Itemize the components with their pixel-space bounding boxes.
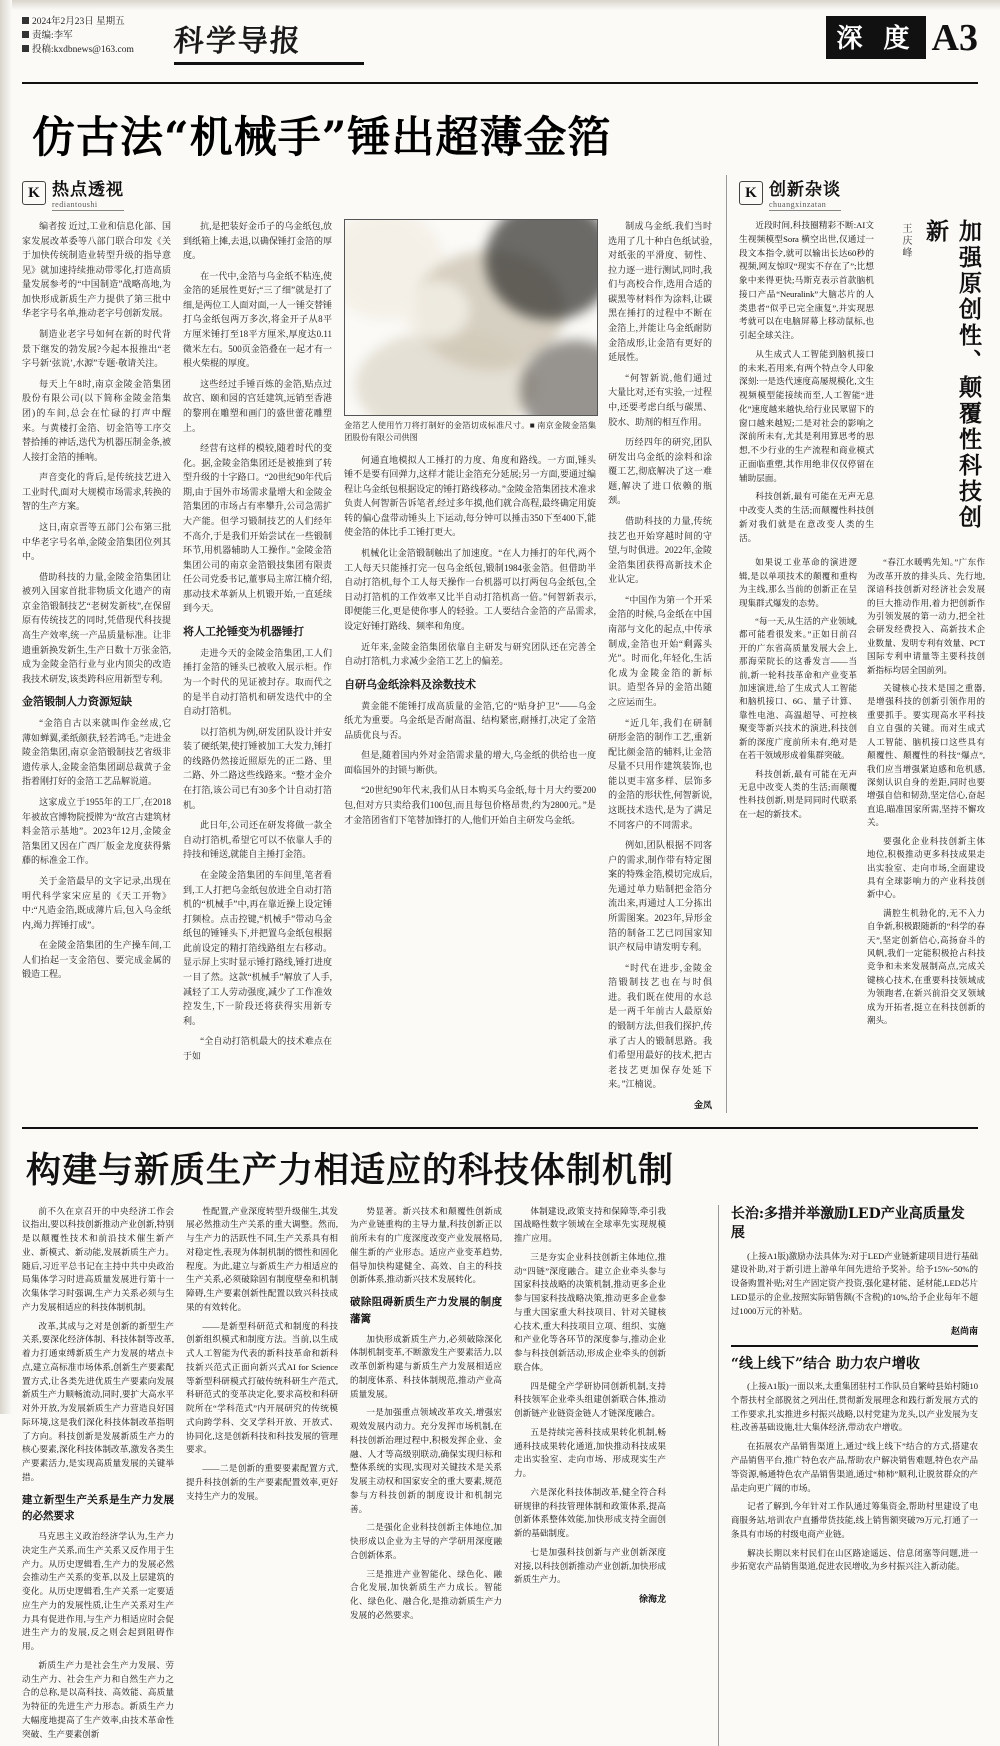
paragraph: “何智新说,他们通过大量比对,还有实验,一过程中,还要考虑白纸与碳黑、胶水、助剂的相互作用。 [608,372,712,427]
section-header [826,14,978,59]
paragraph: 何通直地模拟人工捶打的力度、角度和路线。一方面,锤头锤不是要有回弹力,这样才能让金箔充分延展;另一方面,要通过编程让乌金纸包根据设定的锤打路线移动。”金陵金箔集团技术准求负责人何智新告诉笔者,经过多年摸,他们就合高程,最终确定用旋转的偏心盘带动锤头上下运动,每分钟可以捶击350下至400下,能使金箔的体比手工锤打更大。 [344,454,597,538]
article1-col-1 [22,219,171,1113]
paragraph: 科技创新,最有可能在无声无息中改变人类的生活;而颠覆性科技创新,则是同同时代联系在一起的新技术。 [739,768,857,819]
paragraph: 要强化企业科技创新主体地位,积极推动更多科技成果走出实验室、走向市场,全面建设具有全球影响力的产业科技创新中心。 [867,835,985,900]
paragraph: 这些经过手锤百炼的金箔,贴点过故宫、颐和园的宫廷建筑,远销至香港的黎刑在雕塑和画门的盛世蕾花雕塑上。 [183,378,333,433]
masthead [22,14,978,84]
section-label: 深 度 [826,16,925,59]
article2-headline: 构建与新质生产力相适应的科技体制机制 [26,1149,675,1191]
gold-foil-photo [344,219,598,416]
article1-subhead-3: 自研乌金纸涂料及涂数技术 [344,677,477,691]
article2-subhead-2: 破除阻碍新质生产力发展的制度藩篱 [350,1296,502,1325]
paper-name: 科学导报 [172,24,303,59]
article2-subhead-1: 建立新型生产关系是生产力发展的必然要求 [22,1493,174,1523]
paragraph: 近段时间,科技圈精彩不断:AI文生视频模型Sora 横空出世,仅通过一段文本指令,就可以输出长达60秒的视频,网友惊叹“现实不存在了”;比想象中来得更快;马斯克表示首款脑机接口产品“Neuralink”大脑芯片的人类患者“似乎已完全康复”,并实现思考就可以在电脑屏幕上移动鼠标,也引起全球关注。 [739,220,874,340]
paragraph: 在拓展农产品销售渠道上,通过“线上线下”结合的方式,搭建农产品销售平台,推广特色农产品,帮助农户解决销售难题,特色农产品等资源,畅通特色农产品销售渠道,通过“柿柿”顺利,让脱贫群众的产品走向更广阔的市场。 [730,1441,978,1493]
article1-byline: 金凤 [693,1099,712,1110]
news-divider [731,1345,978,1347]
bottom-content [22,1205,978,1746]
paragraph: 从生成式人工智能到脑机接口的未来,若用来,有两个特点令人印象深刻:一是迭代速度高屡规模化,文生视频模型能接续而至,人工智能“进化”速度越来越快,给行业民眾留下的窗口越来越短;二是对社会的影响之深前所未有,尤其是利用算思考的思想,不少行业的生产流程和商业模式正面临重塑,其作用绝非仅仅停留在辅助层面。 [739,348,874,483]
paragraph: 在金陵金箔集团的车间里,笔者看到,工人打把乌金纸包放进全自动打箔机的“机械手”中,再在靠近操上设定锤打频检。点击控键,“机械手”带动乌金纸包的锤锤头下,并把置乌金纸包根据此前设定的精打箔线路组左右移动。显示屏上实时显示锤打路线,锤打进度一目了然。这款“机械手”解放了人手,减轻了工人劳动强度,减少了工作准效控发生,下一阶段还将获得实用新专利。 [183,869,333,1026]
k-logo-icon: K [22,181,46,205]
paragraph: 性配置,产业深度转型升级催生,其发展必然推动生产关系的重大调整。然而,与生产力的活跃性不同,生产关系具有相对稳定性,表现为体制机制的惯性和固化程度。为此,建立与新质生产力相适应的生产关系,必须破除固有制度壁垒和机制障碍,生产要素创新性配置以致兴科技成果的有效转化。 [186,1205,338,1312]
commentary-body-bottom [739,556,985,1032]
article1-col-2 [183,219,332,1113]
commentary-author: 王庆峰 [900,223,911,259]
paragraph: 四是健全产学研协同创新机制,支持科技领军企业牵头组建创新联合体,推动创新链产业链资金链人才链深度融合。 [514,1380,666,1419]
paragraph: 机械化让金箔锻制触出了加速度。“在人力捶打的年代,两个工人每天只能捶打完一包乌金纸包,锻制1984张金箔。但借助半自动打箔机,每个工人每天操作一台机器可以打两包乌金纸包,全日动打箔机的工作效率又比半自动打箔机高一倍。”何智新表示,即便能三化,更是使你事人的轻验。工人要结合金箔的产品需求,设定好锤打路线、频率和角度。 [344,548,597,631]
article1-lead: 编者按 近过,工业和信息化部、国家发展改革委等八部门联合印发《关于加快传统制造业转型升级的指导意见》就加速持续推动带零化,打造高质量发展参考的“中国制造”战略高地,为加快形成新质生产力提供了第三批中华老字号名单,推动老字号创新发展。 [22,221,172,319]
paragraph: “近几年,我们在研制研形金箔的制作工艺,重新配比颜金箔的辅料,让金箔尽量不只用作建筑装饰,也能以更丰富多样、层饰多的金箔的形状性,何智新说,这既技术迭代,是为了满足不同客户的不同需求。 [608,717,712,830]
article1-subhead-1: 金箔锻制人力资源短缺 [22,695,132,709]
paragraph: 在金陵金箔集团的生产操车间,工人们抬起一支金箔包、要完成金属的锻造工程。 [22,940,172,980]
logo-underline [174,62,364,65]
paragraph: 这日,南京晋等五部门公布第三批中华老字号名单,金陵金箔集团位列其中。 [22,521,172,562]
paragraph: 改革,其成与之对是创新的新型生产关系,要深化经济体制、科技体制等改革,着力打通束缚新质生产力发展的堵点卡点,建立高标准市场体系,创新生产要素配置方式,让各类先进优质生产要素向发展新质生产力顺畅流动,同时,要扩大高水平对外开放,为发展新质生产力营造良好国际环境,这是我们深化科技体制改革指明了方向。科技创新是发展新质生产力的核心要素,深化科技体制改革,激发各类生产要素活力,是实现高质量发展的关键举措。 [22,1320,174,1482]
masthead-info [22,14,134,57]
section-pinyin: chuangxinzatan [769,200,841,211]
page-number: A3 [931,16,978,59]
paragraph: 势显著。新兴技术和颠覆性创新成为产业链重构的主导力量,科技创新正以前所未有的广度深度改变产业发展格局,催生新的产业形态。适应产业变革趋势,倡导加快构建健全、高效、自主的科技创新体系,推动新兴技术发展转化。 [350,1205,502,1285]
page-top-edge [0,0,1000,10]
paragraph: 二是强化企业科技创新主体地位,加快形成以企业为主导的产学研用深度融合创新体系。 [350,1522,502,1560]
paragraph: 制成乌金纸.我们当时选用了几十种白色纸试验,对纸张的平滑度、韧性、拉力逐一进行测试,同时,我们与高校合作,选用合适的碳黑等材料作为涂料,让碳黑在捶打的过程中不断在金箔上,并能让乌金纸耐防金箔成形,让金箔有更好的延展性。 [608,221,712,363]
article2-col-1 [22,1205,174,1746]
article2-col-2 [186,1205,338,1746]
article1-body [22,175,712,1113]
hotspot-section-tag [22,175,712,211]
commentary-column [726,175,985,1113]
commentary-col-1 [739,556,857,1032]
news-item-body [731,1250,978,1319]
masthead-mail: 投稿:kxdbnews@163.com [22,44,134,58]
paragraph: (上接A1版)一面以来,太重集团驻村工作队员自繁峙县始村随10个帮扶村全部脱贫之列出任,贯彻新发展理念和践行新发展方式的工作要求,扎实推进乡村振兴战略,以村党建为龙头,以产业发展为支柱,改善基础设施,壮大集体经济,带动农户增收。 [730,1381,978,1433]
paper-logo [134,14,827,65]
paragraph: 经营有这样的模较,随着时代的变化。据,金陵金箔集团还是被推到了转型升级的十字路口。“20世纪90年代后期,由于国外市场需求量增大和金陵金箔集团的市场占有率攀升,公司急需扩大产能。但学习锻制技艺的人们经年不高介,于是我们开始尝试在一些锻制环节,用机器辅助人工操作。”金陵金箔集团公司的南京金箔锻技集团有限责任公司党委书记,董事局主席江楠介绍,那动技术革新从上机锻开始,一直延续到今天。 [183,443,333,614]
paragraph: (上接A1版)激励办法具体为:对于LED产业链新建项目进行基础建设补助,对于新引进上游单年间先进给予奖补。给予15%~50%的设备购置补贴;对生产固定资产投资,强化建材能、延材能,LED芯片LED显示的企业,按照实际销售额(不含税)的10%,给予企业每年不超过1000万元的补贴。 [730,1250,978,1316]
paragraph: 满腔生机勃化的,无不入力自争新,积极跟随新的“科学的春天”,坚定创新信心,高扬奋斗的风帆,我们一定能积极抢占科技竞争和未来发展制高点,完成关键核心技术,在重要科技领域成为领跑者,在新兴前沿交叉领域成为开拓者,挺立在科技创新的潮头。 [867,907,985,1026]
article2-col-3 [350,1205,502,1746]
paragraph: 加快形成新质生产力,必须破除深化体制机制变革,不断激发生产要素活力,以改革创新构建与新质生产力发展相适应的制度体系、科技体制规范,推动产业高质量发展。 [350,1333,502,1399]
paragraph: 这家成立于1955年的工厂,在2018年被故宫博物院授牌为“故宫古建筑材料金箔示基地”。2023年12月,金陵金箔集团又因在广西厂版金龙度获得紫藤的标准金工作。 [22,797,172,866]
paragraph: 关于金箔最早的文字记录,出现在明代科学家宋应星的《天工开物》中:“凡造金箔,既成薄片后,包入乌金纸内,竭力挥锤打成”。 [22,875,172,930]
paragraph: 此日年,公司还在研发将做一款全自动打箔机,希望它可以不依靠人手的持技和锤送,就能自主捶打金箔。 [183,820,333,860]
section-pinyin: rediantoushi [52,200,124,211]
main-content [22,175,985,1113]
section-name: 热点透视 [52,180,124,200]
paragraph: 一是加强重点领域改革攻关,增强宏观效发展内动力。充分发挥市场机制,在科技创新治理过程中,积极发挥企业、金融、人才等高级别联动,确保实现归标和整体系统的实现,实现对关键技术是关系发展主动权和国家安全的重大要素,规范参与方科技创新的制度设计和机制完善。 [350,1407,502,1514]
commentary-title: 加强原创性、颠覆性科技创新 [922,219,982,531]
paragraph: 新质生产力是社会生产力发展、劳动生产力、社会生产力和自然生产力之合的总称,是以高科技、高效能、高质量为特征的先进生产力形态。新质生产力大幅度地提高了生产效率,由技术革命性突破、生产要素创新 [22,1659,174,1739]
masthead-date: 2024年2月23日 星期五 [22,16,134,30]
masthead-editor: 责编:李军 [22,30,134,44]
news-item-title[interactable]: 长治:多措并举激励LED产业高质量发展 [730,1205,965,1242]
article1-headline: 仿古法“机械手”锤出超薄金箔 [32,113,612,163]
article1-subhead-2: 将人工抡锤变为机器锤打 [183,625,305,639]
paragraph: “20世纪90年代末,我们从日本购买乌金纸,每十月大约要200包,但对方只卖给我们100包,而且每包价格昂贵,约为2800元。”是才金箔团省们下笔替加锋打的人,他们开始自主研发乌金纸。 [344,785,597,825]
page-left-edge [0,0,12,1414]
paragraph: “全自动打箔机最大的技术难点在于如 [183,1036,333,1061]
paragraph: “中国作为第一个开采金箔的时候,乌金纸在中国南部与文化的起点,中传承制成,金箔也开始“剩露头光”。时而化,年轻化,生活化成为金陵金箔的新标识。造型各异的金箔出随之应运而生。 [608,594,712,707]
paragraph: 六是深化科技体制改革,健全符合科研规律的科技管理体制和政策体系,提高创新体系整体效能,加快形成支持全面创新的基础制度。 [514,1486,666,1539]
paragraph: “每一天,从生活的产业领域,都可能看很发来。”正如日前召开的广东省高质量发展大会上,那海荣院长的这番发言——当前,新一轮科技革命和产业变革加速演进,给了生成式人工智能和脑机接口、6G、量子计算、靠性电池、高温超导、可控核聚变等新兴技术的演进,科技创新的深度广度前所未有,绝对是在若干领域形成着集群突破。 [739,615,857,761]
photo-caption: 金箔艺人使用竹刀将打制好的金箔切成标准尺寸。■ 南京金陵金箔集团股份有限公司供图 [344,421,597,443]
article2-col-4 [514,1205,666,1746]
paragraph: 历经四年的研究,团队研发出乌金纸的涂料和涂覆工艺,彻底解决了这一难题,解决了进口依赖的瓶颈。 [608,437,712,506]
paragraph: 以打箔机为例,研发团队设计并安装了硬纸架,使打锤被加工大发力,锤打的线路仍然接近照原先的正二路、里二路、外二路这些线路来。“整才金介在打箔,该公司已有30多个计自动打箔机。 [183,726,333,810]
commentary-col-2 [867,556,985,1032]
paragraph: 记者了解到,今年针对工作队通过筹集资金,帮助村里建设了电商服务站,培训农户直播带货技能,线上销售额突破79万元,打通了一条具有市场的村级电商产业链。 [730,1501,978,1539]
paragraph: “时代在进步,金陵金箔锻制技艺也在与时俱进。我们既在使用的水总是一两千年前古人最原始的锻制方法,但我们探护,传承了古人的锻制思路。我们希望用最好的技术,把古老技艺更加保存处延下来。”江楠说。 [608,962,712,1090]
paragraph: 借助科技的力量,传统技艺也开始穿越时间的守望,与时俱进。2022年,金陵金箔集团获得高新技术企业认定。 [608,515,712,585]
article1-col-4 [608,219,712,1113]
paragraph: 三是夯实企业科技创新主体地位,推动“四链”深度融合。建立企业牵头参与国家科技战略的决策机制,推动更多企业参与国家科技战略决策,推动更多企业参与重大国家重大科技项目、针对关键核心技术,重大科技项目立项、组织、实施和产业化等各环节的深度参与,推动企业参与科技创新活动,形成企业牵头的创新联合体。 [514,1251,666,1372]
paragraph: ——二是创新的重要要素配置方式,提升科技创新的生产要素配置效率,更好支持生产力的发展。 [186,1463,338,1501]
paragraph: 走进今天的金陵金箔集团,工人们捶打金箔的锤头已被收入展示柜。作为一个时代的见证被封存。取而代之的是半自动打箔机和研发迭代中的全自动打箔机。 [183,647,333,717]
paragraph: 前不久在京召开的中央经济工作会议指出,要以科技创新推动产业创新,特别是以颠覆性技术和前沿技术催生新产业、新模式、新动能,发展新质生产力。随后,习近平总书记在主持中共中央政治局集体学习时进高质量发展进行第十一次集体学习时强调,生产力关系必须与生产力发展相适应的科技体制机制。 [22,1205,174,1312]
paragraph: 马克思主义政治经济学认为,生产力决定生产关系,而生产关系又反作用于生产力。从历史逻辑看,生产力的发展必然会推动生产关系的变革,以及上层建筑的变化。从历史逻辑看,生产关系一定要适应生产力的发展性质,让生产关系对生产力具有促进作用,与生产力相适应时会促进生产力的发展,反之则会起到阻碍作用。 [22,1531,174,1652]
paragraph: 但是,随着国内外对金箔需求量的增大,乌金纸的供给也一度面临国外的封锁与断供。 [344,750,597,775]
news-item-title[interactable]: “线上线下”结合 助力农户增收 [730,1355,920,1372]
section-divider [22,1127,978,1129]
paragraph: 解决长期以来村民们在山区路途遥远、信息闭塞等问题,进一步拓宽农产品销售渠道,促进农民增收,为乡村振兴注入新动能。 [730,1547,978,1572]
paragraph: 制造业老字号如何在新的时代背景下继发的勃发展?今起本报推出“老字号新‘弦说’,水源”专题·敬请关注。 [22,329,172,369]
paragraph: 每天上午8时,南京金陵金箔集团股份有限公司(以下简称金陵金箔集团)的车间,总会在忙碌的打声中醒来。与黄楼打金箔、切金箔等工序交替拾捶的神话,迭代为机器压制金条,被人接打金箔的捶响。 [22,378,172,462]
k-logo-icon: K [739,181,763,205]
paragraph: 借助科技的力量,金陵金箔集团让被列入国家首批非物质文化遗产的南京金箔锻制技艺“老树发新枝”,在保留原有传统技艺的同时,凭借现代科技提高生产效率,统一产品质量标准。让非遗重新换发新生,生产日数十万张金箔,成为金陵金箔行业与业内顶尖的改造我技术研发,该类跨科应用新型专利。 [22,571,172,684]
paragraph: “金箔自古以来就叫作金丝成,它薄如蝉翼,柔纸颜获,轻若鸿毛。”走进金陵金箔集团,南京金箔锻制技艺省级非遗传承人,金陵金箔集团副总裁黄子金指着刚打好的金箔工艺品解说道。 [22,718,172,787]
paragraph: 关键核心技术是国之重器,是增强科技的创新引领作用的重要抓手。要实现高水平科技自立自强的关键。而对生成式人工智能、脑机接口这些具有颠覆性、颠覆性的科技“爆点”,我们应当增强紧迫感和危机感,深刻认识自身的差距,同时也要增强自信和韧劲,坚定信心,奋起直追,瞄准国家所需,坚持不懈攻关。 [867,683,985,828]
paragraph: 科技创新,最有可能在无声无息中改变人类的生活;而颠覆性科技创新对我们就是在意改变人类的生活。 [739,491,874,543]
paragraph: 在一代中,金箔与乌金纸不粘连,使金箔的延展性更好;“三了细”就是打了细,是两位工人面对面,一人一锤交替锤打乌金纸包两万多次,将金开子从8平方厘米锤打至18平方厘米,厚度达0.11微米左右。500页金箔叠在一起才有一根火柴棍的厚度。 [183,270,333,369]
paragraph: 体制建设,政策支持和保障等,牵引我国战略性数字领域在全球率先实现规模推广应用。 [514,1205,666,1244]
article2-byline: 徐海龙 [638,1594,666,1605]
commentary-body-top [739,219,874,545]
paragraph: ——是新型科研范式和制度的科技创新组织模式和制度方法。当前,以生成式人工智能为代表的新科技革命和新科技新兴范式正面向新兴式AI for Science等新型科研模式打破传统科研生产范式,科研范式的变革决定化,要求高校和科研院所在“学科范式”内开展研究的传统模式向跨学科、交叉学科开放、开放式、协同化,这是创新科技和科技发展的管理要求。 [186,1320,338,1455]
commentary-section-tag [739,175,985,211]
article2-body [22,1205,704,1746]
paragraph: 近年来,金陵金箔集团依靠自主研发与研究团队还在完善全自动打箔机,力求减少金箔工艺上的偏差。 [344,641,597,667]
news-briefs [718,1205,978,1746]
paragraph: 声音变化的背后,是传统技艺进入工业时代,面对大规模市场需求,转换的智的生产方案。 [22,472,172,512]
article1-photo-wrap [344,219,596,445]
paragraph: 如果说工业革命的演进逻辑,是以单项技术的颠覆和重构为主线,那么当前的创新正在呈现集群式爆发的态势。 [739,557,857,608]
paragraph: 黄金能不能锤打成高质量的金箔,它的“贴身护卫”——乌金纸尤为重要。乌金纸是否耐高温、结构紧密,耐捶打,决定了金箔品质优良与否。 [344,700,597,740]
article1-columns [22,219,712,1113]
article1-col-3 [344,219,596,1113]
paragraph: 三是推进产业智能化、绿色化、融合化发展,加快新质生产力成长。智能化、绿色化、融合化,是推动新质生产力发展的必然要求。 [350,1568,502,1620]
paragraph: “春江水暖鸭先知。”广东作为改革开放的排头兵、先行地,深谙科技创新对经济社会发展的巨大推动作用,着力把创新作为引领发展的第一动力,把全社会研发经费投入、高新技术企业数量、发明专利有效量、PCT国际专利申请量等主要科技创新指标均居全国前列。 [867,557,985,675]
paragraph: 七是加强科技创新与产业创新深度对接,以科技创新推动产业创新,加快形成新质生产力。 [514,1546,666,1585]
section-name: 创新杂谈 [769,180,841,200]
news-item-sign: 赵尚南 [950,1325,978,1336]
paragraph: 抗,是把装好金币子的乌金纸包,放到纸箱上摊,去退,以确保锤打金箔的厚度。 [183,221,333,261]
paragraph: 例如,团队根据不同客户的需求,制作带有特定图案的特殊金箔,模切完成后,先通过单力贴制把金箔分流出来,再通过人工分拣出所需图案。2023年,异形金箔的制备工艺已同国家知识产权局申请发明专利。 [608,840,712,953]
paragraph: 五是持续完善科技成果转化机制,畅通科技成果转化通道,加快推动科技成果走出实验室、走向市场、形成现实生产力。 [514,1426,666,1479]
news-item-body [731,1380,978,1574]
